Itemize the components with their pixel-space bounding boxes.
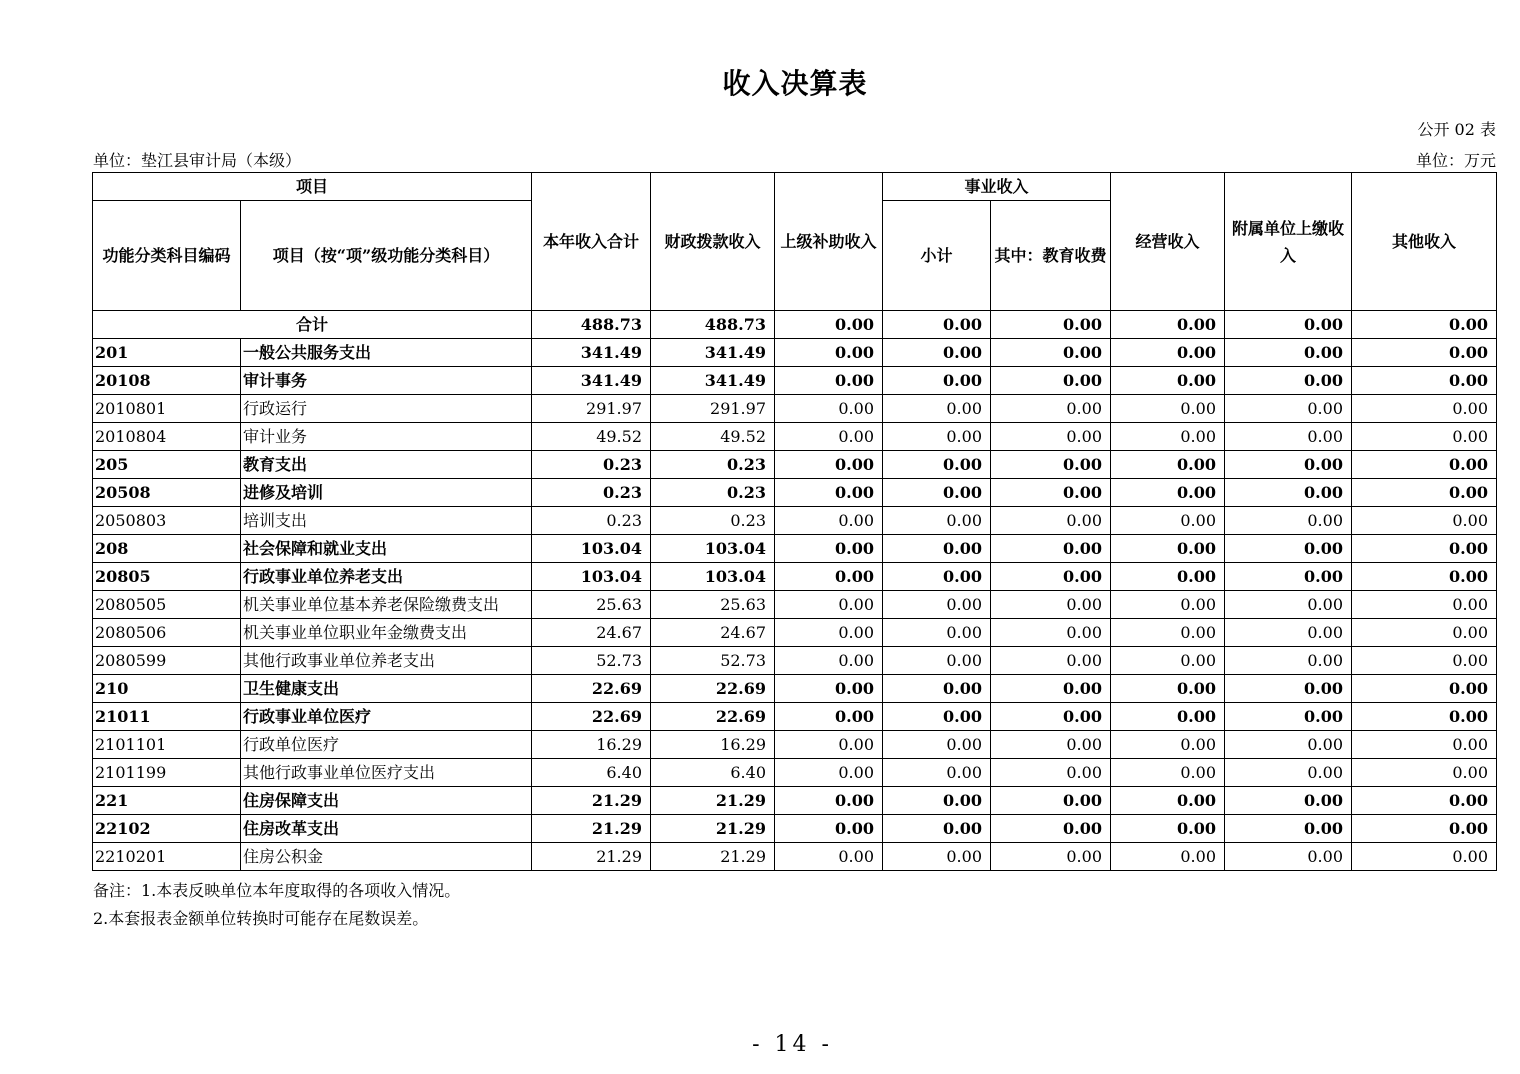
row-value: 0.00	[1225, 423, 1352, 451]
row-value: 6.40	[651, 759, 775, 787]
table-row	[93, 619, 1497, 647]
row-value: 16.29	[532, 731, 651, 759]
row-value: 0.00	[1225, 815, 1352, 843]
row-value: 0.00	[775, 647, 883, 675]
row-value: 291.97	[532, 395, 651, 423]
row-value: 0.00	[1352, 339, 1497, 367]
row-value: 0.00	[883, 815, 991, 843]
row-value: 341.49	[651, 339, 775, 367]
header-affiliate: 附属单位上缴收入	[1225, 173, 1352, 311]
row-value: 0.00	[991, 647, 1111, 675]
row-value: 16.29	[651, 731, 775, 759]
row-value: 0.00	[1225, 535, 1352, 563]
row-value: 0.00	[1352, 395, 1497, 423]
row-value: 0.23	[532, 507, 651, 535]
header-code: 功能分类科目编码	[93, 201, 241, 311]
row-value: 49.52	[651, 423, 775, 451]
row-value: 0.00	[1225, 563, 1352, 591]
row-value: 0.00	[1352, 423, 1497, 451]
row-code: 2010804	[93, 423, 241, 451]
row-value: 0.00	[883, 395, 991, 423]
row-value: 0.00	[991, 423, 1111, 451]
table-row	[93, 339, 1497, 367]
row-value: 0.00	[775, 451, 883, 479]
row-value: 0.00	[775, 815, 883, 843]
row-value: 0.00	[775, 535, 883, 563]
row-name: 审计事务	[241, 367, 532, 395]
row-value: 0.00	[775, 619, 883, 647]
row-value: 0.00	[1352, 591, 1497, 619]
row-value: 22.69	[532, 675, 651, 703]
row-name: 进修及培训	[241, 479, 532, 507]
header-subsidy: 上级补助收入	[775, 173, 883, 311]
row-code: 22102	[93, 815, 241, 843]
row-code: 205	[93, 451, 241, 479]
page-number: - 14 -	[752, 1032, 833, 1057]
row-value: 0.00	[1352, 759, 1497, 787]
row-value: 0.00	[1111, 647, 1225, 675]
total-cell: 0.00	[1225, 311, 1352, 339]
row-value: 0.00	[775, 479, 883, 507]
row-value: 0.00	[775, 759, 883, 787]
row-value: 0.00	[1225, 675, 1352, 703]
row-value: 0.00	[883, 703, 991, 731]
row-value: 25.63	[651, 591, 775, 619]
row-value: 52.73	[651, 647, 775, 675]
header-total: 本年收入合计	[532, 173, 651, 311]
row-value: 0.00	[991, 451, 1111, 479]
row-value: 0.00	[883, 563, 991, 591]
unit-organization: 单位：垫江县审计局（本级）	[93, 151, 302, 170]
row-value: 0.00	[883, 339, 991, 367]
row-value: 0.00	[1352, 479, 1497, 507]
row-value: 0.00	[991, 675, 1111, 703]
row-value: 0.00	[883, 423, 991, 451]
row-value: 22.69	[651, 703, 775, 731]
row-value: 103.04	[532, 535, 651, 563]
row-value: 0.00	[1352, 787, 1497, 815]
row-value: 0.00	[1111, 451, 1225, 479]
row-value: 0.00	[991, 535, 1111, 563]
row-value: 0.00	[883, 451, 991, 479]
table-row	[93, 507, 1497, 535]
row-value: 21.29	[532, 843, 651, 871]
row-value: 0.00	[1225, 619, 1352, 647]
row-name: 社会保障和就业支出	[241, 535, 532, 563]
row-value: 0.00	[991, 619, 1111, 647]
row-value: 0.00	[1225, 339, 1352, 367]
table-row	[93, 395, 1497, 423]
total-cell: 0.00	[991, 311, 1111, 339]
row-value: 0.23	[651, 451, 775, 479]
row-value: 0.00	[883, 367, 991, 395]
row-value: 0.00	[1111, 815, 1225, 843]
table-row	[93, 731, 1497, 759]
row-value: 0.00	[1352, 703, 1497, 731]
row-code: 20108	[93, 367, 241, 395]
row-value: 0.00	[1111, 619, 1225, 647]
row-value: 21.29	[532, 815, 651, 843]
table-row	[93, 843, 1497, 871]
table-row	[93, 423, 1497, 451]
unit-currency: 单位：万元	[1415, 151, 1496, 170]
header-career-group: 事业收入	[883, 173, 1111, 201]
total-cell: 488.73	[651, 311, 775, 339]
row-value: 0.00	[775, 591, 883, 619]
row-name: 培训支出	[241, 507, 532, 535]
table-row	[93, 591, 1497, 619]
row-value: 0.00	[1225, 647, 1352, 675]
row-value: 0.00	[883, 591, 991, 619]
row-value: 0.00	[1352, 367, 1497, 395]
row-value: 0.00	[991, 367, 1111, 395]
header-name: 项目（按“项”级功能分类科目）	[241, 201, 532, 311]
row-name: 住房保障支出	[241, 787, 532, 815]
row-value: 0.00	[775, 787, 883, 815]
row-value: 0.00	[1111, 703, 1225, 731]
total-cell: 0.00	[883, 311, 991, 339]
table-row	[93, 479, 1497, 507]
row-value: 52.73	[532, 647, 651, 675]
row-value: 0.00	[991, 703, 1111, 731]
row-value: 22.69	[532, 703, 651, 731]
header-subtotal: 小计	[883, 201, 991, 311]
row-value: 0.00	[1352, 647, 1497, 675]
row-value: 0.00	[991, 563, 1111, 591]
row-name: 其他行政事业单位医疗支出	[241, 759, 532, 787]
row-value: 0.00	[775, 703, 883, 731]
row-value: 21.29	[651, 815, 775, 843]
row-code: 221	[93, 787, 241, 815]
row-value: 0.00	[991, 507, 1111, 535]
row-value: 49.52	[532, 423, 651, 451]
row-code: 201	[93, 339, 241, 367]
row-name: 行政事业单位医疗	[241, 703, 532, 731]
row-value: 0.00	[1225, 759, 1352, 787]
row-value: 0.00	[883, 507, 991, 535]
income-table	[92, 172, 1497, 871]
row-name: 其他行政事业单位养老支出	[241, 647, 532, 675]
row-code: 2080599	[93, 647, 241, 675]
row-value: 0.00	[1111, 479, 1225, 507]
row-name: 机关事业单位基本养老保险缴费支出	[241, 591, 532, 619]
row-value: 25.63	[532, 591, 651, 619]
table-row	[93, 759, 1497, 787]
row-value: 0.00	[991, 339, 1111, 367]
row-value: 0.00	[775, 731, 883, 759]
table-number: 公开 02 表	[1417, 120, 1496, 139]
row-value: 0.00	[883, 619, 991, 647]
row-value: 0.00	[775, 395, 883, 423]
header-edu: 其中：教育收费	[991, 201, 1111, 311]
row-value: 0.00	[1352, 535, 1497, 563]
total-cell: 488.73	[532, 311, 651, 339]
row-value: 24.67	[532, 619, 651, 647]
row-value: 0.00	[1111, 367, 1225, 395]
row-value: 0.00	[1352, 843, 1497, 871]
row-value: 0.00	[1111, 759, 1225, 787]
table-row	[93, 451, 1497, 479]
header-other: 其他收入	[1352, 173, 1497, 311]
row-value: 24.67	[651, 619, 775, 647]
row-value: 0.00	[991, 815, 1111, 843]
row-value: 0.00	[1352, 619, 1497, 647]
row-value: 0.00	[1352, 675, 1497, 703]
row-value: 0.00	[1225, 367, 1352, 395]
row-value: 0.00	[1225, 507, 1352, 535]
row-name: 机关事业单位职业年金缴费支出	[241, 619, 532, 647]
row-code: 2210201	[93, 843, 241, 871]
row-value: 0.00	[1111, 787, 1225, 815]
table-row	[93, 787, 1497, 815]
row-value: 0.00	[1111, 563, 1225, 591]
row-value: 0.00	[775, 843, 883, 871]
row-name: 住房改革支出	[241, 815, 532, 843]
row-value: 0.00	[1111, 507, 1225, 535]
row-value: 0.00	[1352, 815, 1497, 843]
row-code: 210	[93, 675, 241, 703]
row-value: 0.23	[532, 479, 651, 507]
table-row	[93, 367, 1497, 395]
row-value: 0.00	[775, 675, 883, 703]
row-value: 341.49	[651, 367, 775, 395]
row-value: 0.00	[883, 647, 991, 675]
table-row	[93, 675, 1497, 703]
table-row	[93, 815, 1497, 843]
row-code: 2010801	[93, 395, 241, 423]
total-row	[93, 311, 1497, 339]
row-value: 0.00	[883, 479, 991, 507]
row-value: 0.00	[883, 731, 991, 759]
row-value: 0.23	[651, 479, 775, 507]
row-value: 0.00	[775, 507, 883, 535]
row-value: 0.00	[1352, 563, 1497, 591]
row-value: 0.00	[1225, 591, 1352, 619]
row-name: 教育支出	[241, 451, 532, 479]
row-code: 20508	[93, 479, 241, 507]
row-value: 0.00	[775, 367, 883, 395]
row-value: 0.00	[1225, 451, 1352, 479]
row-value: 0.00	[883, 787, 991, 815]
row-value: 21.29	[651, 843, 775, 871]
table-row	[93, 703, 1497, 731]
row-code: 21011	[93, 703, 241, 731]
row-value: 0.00	[1225, 843, 1352, 871]
row-name: 行政事业单位养老支出	[241, 563, 532, 591]
row-code: 20805	[93, 563, 241, 591]
total-cell: 0.00	[775, 311, 883, 339]
table-row	[93, 563, 1497, 591]
row-value: 0.00	[1225, 731, 1352, 759]
row-name: 行政运行	[241, 395, 532, 423]
row-code: 2080505	[93, 591, 241, 619]
row-value: 103.04	[651, 563, 775, 591]
row-value: 22.69	[651, 675, 775, 703]
total-cell: 0.00	[1352, 311, 1497, 339]
row-code: 2101199	[93, 759, 241, 787]
row-value: 0.00	[1111, 591, 1225, 619]
row-value: 21.29	[532, 787, 651, 815]
row-value: 0.00	[1352, 731, 1497, 759]
row-value: 0.00	[1225, 479, 1352, 507]
row-value: 0.00	[1111, 395, 1225, 423]
row-value: 0.00	[991, 731, 1111, 759]
table-body	[93, 311, 1497, 871]
row-value: 0.00	[1111, 675, 1225, 703]
row-value: 0.00	[1111, 423, 1225, 451]
row-value: 0.00	[1111, 535, 1225, 563]
row-value: 0.00	[775, 423, 883, 451]
total-label: 合计	[93, 311, 532, 339]
row-name: 卫生健康支出	[241, 675, 532, 703]
row-name: 审计业务	[241, 423, 532, 451]
row-value: 291.97	[651, 395, 775, 423]
row-value: 0.00	[883, 535, 991, 563]
row-value: 0.00	[991, 479, 1111, 507]
row-value: 0.00	[1225, 703, 1352, 731]
row-value: 103.04	[532, 563, 651, 591]
row-code: 2101101	[93, 731, 241, 759]
row-code: 2080506	[93, 619, 241, 647]
row-code: 2050803	[93, 507, 241, 535]
table-row	[93, 535, 1497, 563]
row-value: 0.00	[991, 787, 1111, 815]
row-value: 0.23	[532, 451, 651, 479]
total-cell: 0.00	[1111, 311, 1225, 339]
row-value: 0.00	[1352, 451, 1497, 479]
row-value: 0.00	[1111, 843, 1225, 871]
row-value: 21.29	[651, 787, 775, 815]
row-value: 0.00	[883, 843, 991, 871]
table-row	[93, 647, 1497, 675]
row-value: 6.40	[532, 759, 651, 787]
row-name: 一般公共服务支出	[241, 339, 532, 367]
row-value: 103.04	[651, 535, 775, 563]
row-value: 0.00	[1225, 395, 1352, 423]
row-value: 341.49	[532, 339, 651, 367]
row-name: 住房公积金	[241, 843, 532, 871]
row-code: 208	[93, 535, 241, 563]
note-2: 2.本套报表金额单位转换时可能存在尾数误差。	[93, 909, 429, 928]
row-value: 0.00	[1111, 339, 1225, 367]
row-value: 0.00	[991, 395, 1111, 423]
row-value: 0.00	[1225, 787, 1352, 815]
row-value: 0.00	[991, 843, 1111, 871]
row-value: 0.00	[991, 591, 1111, 619]
row-value: 0.00	[775, 339, 883, 367]
row-value: 0.00	[883, 675, 991, 703]
row-value: 341.49	[532, 367, 651, 395]
row-value: 0.00	[883, 759, 991, 787]
page-title: 收入决算表	[722, 67, 868, 100]
header-fiscal: 财政拨款收入	[651, 173, 775, 311]
row-value: 0.00	[1352, 507, 1497, 535]
row-value: 0.23	[651, 507, 775, 535]
row-value: 0.00	[1111, 731, 1225, 759]
row-value: 0.00	[775, 563, 883, 591]
note-1: 备注：1.本表反映单位本年度取得的各项收入情况。	[93, 881, 461, 900]
header-item: 项目	[93, 173, 532, 201]
row-name: 行政单位医疗	[241, 731, 532, 759]
header-business: 经营收入	[1111, 173, 1225, 311]
row-value: 0.00	[991, 759, 1111, 787]
